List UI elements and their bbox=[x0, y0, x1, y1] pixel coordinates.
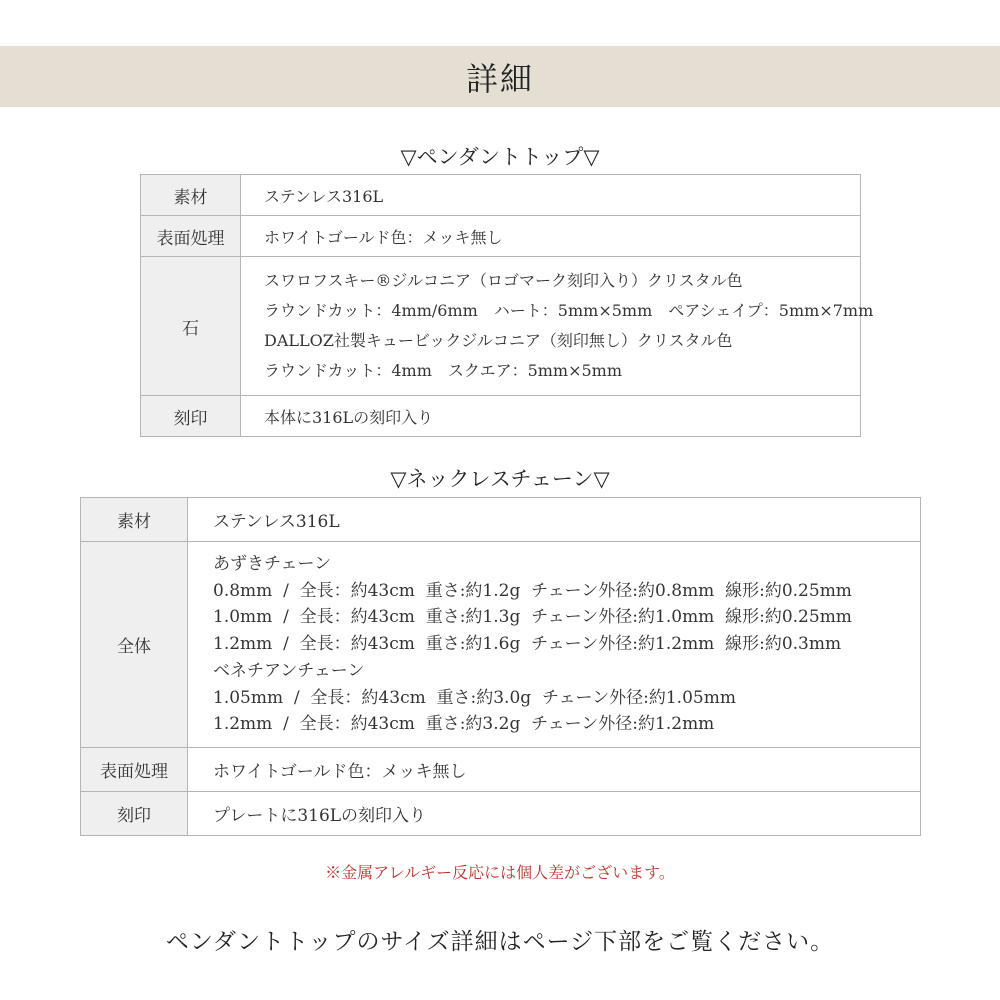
table-row bbox=[141, 257, 861, 396]
row-value-finish: ホワイトゴールド色：メッキ無し bbox=[241, 216, 861, 257]
row-value-finish: ホワイトゴールド色：メッキ無し bbox=[188, 748, 921, 792]
table-row bbox=[141, 175, 861, 216]
row-label-finish: 表面処理 bbox=[141, 216, 241, 257]
table-row bbox=[81, 792, 921, 836]
chain-spec-line: 0.8mm / 全長：約43cm 重さ:約1.2g チェーン外径:約0.8mm 線形:約0.25mm bbox=[213, 580, 852, 601]
row-label-stone: 石 bbox=[141, 257, 241, 396]
row-label-engraving: 刻印 bbox=[81, 792, 188, 836]
row-value-stone bbox=[241, 257, 874, 396]
table-row bbox=[81, 498, 921, 542]
row-label-material: 素材 bbox=[81, 498, 188, 542]
row-label-finish: 表面処理 bbox=[81, 748, 188, 792]
row-value-material: ステンレス316L bbox=[188, 498, 921, 542]
chain-spec-table bbox=[80, 497, 921, 836]
chain-spec-line: 1.2mm / 全長：約43cm 重さ:約3.2g チェーン外径:約1.2mm bbox=[213, 714, 715, 735]
chain-spec-line: 1.0mm / 全長：約43cm 重さ:約1.3g チェーン外径:約1.0mm 線形:約0.25mm bbox=[213, 607, 852, 628]
chain-spec-line: 1.05mm / 全長：約43cm 重さ:約3.0g チェーン外径:約1.05mm bbox=[213, 687, 736, 708]
table-row bbox=[81, 542, 921, 748]
row-value-whole bbox=[188, 542, 921, 748]
row-label-material: 素材 bbox=[141, 175, 241, 216]
details-banner bbox=[0, 46, 1000, 107]
table-row bbox=[141, 216, 861, 257]
banner-title: 詳細 bbox=[465, 59, 534, 98]
chain-type-line: あずきチェーン bbox=[213, 553, 332, 574]
table-row bbox=[141, 396, 861, 437]
table-row bbox=[81, 748, 921, 792]
pendant-spec-table bbox=[140, 174, 874, 437]
row-value-engraving: 本体に316Lの刻印入り bbox=[241, 396, 861, 437]
row-value-material: ステンレス316L bbox=[241, 175, 861, 216]
stone-line: ラウンドカット：4mm スクエア：5mm×5mm bbox=[264, 361, 623, 380]
row-label-whole: 全体 bbox=[81, 542, 188, 748]
allergy-notice: ※金属アレルギー反応には個人差がございます。 bbox=[325, 863, 675, 882]
stone-line: DALLOZ社製キュービックジルコニア（刻印無し）クリスタル色 bbox=[264, 331, 733, 350]
row-label-engraving: 刻印 bbox=[141, 396, 241, 437]
chain-type-line: ベネチアンチェーン bbox=[213, 660, 365, 681]
pendant-section-heading: ▽ペンダントトップ▽ bbox=[400, 145, 600, 169]
chain-section-heading: ▽ネックレスチェーン▽ bbox=[390, 467, 610, 491]
stone-line: ラウンドカット：4mm/6mm ハート：5mm×5mm ペアシェイプ：5mm×7mm bbox=[264, 301, 874, 320]
chain-spec-line: 1.2mm / 全長：約43cm 重さ:約1.6g チェーン外径:約1.2mm 線形:約0.3mm bbox=[213, 634, 842, 655]
row-value-engraving: プレートに316Lの刻印入り bbox=[188, 792, 921, 836]
size-details-note: ペンダントトップのサイズ詳細はページ下部をご覧ください。 bbox=[165, 929, 835, 955]
stone-line: スワロフスキー®ジルコニア（ロゴマーク刻印入り）クリスタル色 bbox=[264, 271, 743, 290]
